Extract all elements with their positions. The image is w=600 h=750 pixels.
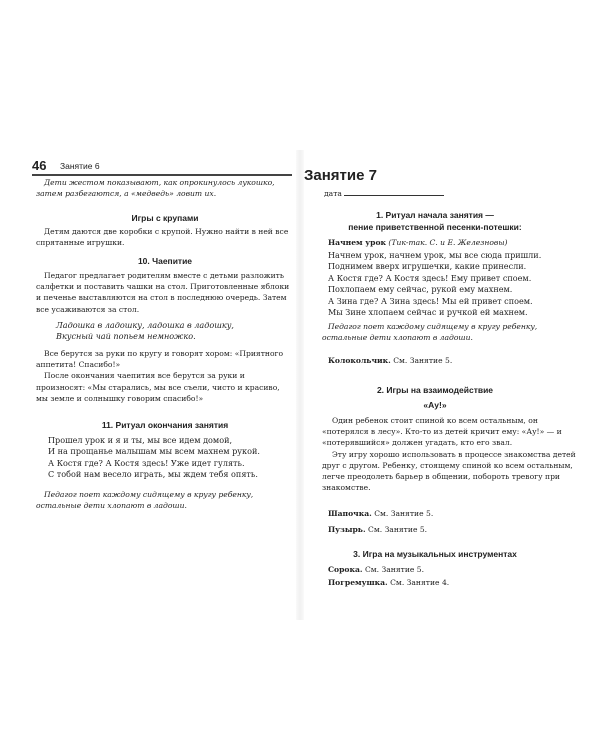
verse-line: Мы Зине хлопаем сейчас и ручкой ей махнем.: [328, 307, 528, 318]
game-title: «Ау!»: [423, 400, 447, 410]
page-number: 46: [32, 158, 47, 173]
verse-line: Ладошка в ладошку, ладошка в ладошку,: [56, 320, 234, 330]
reference-text: См. Занятие 5.: [390, 356, 453, 365]
note: Педагог поет каждому сидящему в кругу ребенку, остальные дети хлопают в ладоши.: [36, 490, 254, 511]
reference: [328, 577, 578, 588]
song-source: (Тик-так. С. и Е. Железновы): [386, 238, 508, 247]
verse-line: Начнем урок, начнем урок, мы все сюда пришли.: [328, 250, 542, 260]
paragraph: Все берутся за руки по кругу и говорят хором: «Приятного аппетита! Спасибо!»: [36, 349, 284, 370]
section-title: 2. Игры на взаимодействие: [376, 385, 494, 395]
verse-line: А Костя где? А Костя здесь! Уже идет гулять.: [48, 457, 245, 468]
section-title: 10. Чаепитие: [137, 256, 193, 266]
reference-text: См. Занятие 5.: [365, 525, 428, 534]
right-page: [300, 0, 600, 750]
reference-title: Пузырь.: [328, 525, 366, 534]
verse-line: А Зина где? А Зина здесь! Мы ей привет споем.: [328, 295, 533, 306]
date-line: [344, 186, 444, 196]
section-paragraph: Педагог предлагает родителям вместе с детьми разложить салфетки и поставить чашки на стол. Приготовленные яблоки и печенье выставляются на стол в последнюю очередь. Затем все усаживаются за стол.: [36, 271, 290, 314]
section-paragraph: [36, 348, 294, 404]
section-paragraph: Детям даются две коробки с крупой. Нужно найти в ней все спрятанные игрушки.: [36, 227, 289, 248]
section-title: 3. Игра на музыкальных инструментах: [353, 549, 517, 559]
lesson-title: Занятие 7: [304, 167, 377, 184]
reference-title: Погремушка.: [328, 578, 388, 587]
reference-title: Сорока.: [328, 565, 363, 574]
reference: [328, 508, 578, 519]
reference-text: См. Занятие 5.: [371, 509, 434, 518]
reference: [328, 564, 578, 575]
reference-title: Шапочка.: [328, 509, 372, 518]
intro-paragraph: Дети жестом показывают, как опрокинулось лукошко, затем разбегаются, а «медведь» ловит их.: [36, 178, 275, 199]
verse: [328, 250, 590, 318]
section-paragraphs: [322, 415, 584, 493]
title-line: 1. Ритуал начала занятия —: [376, 210, 494, 220]
paragraph: После окончания чаепития все берутся за руки и произносят: «Мы старались, мы все съели, чисто и красиво, мы земле и солнышку говорим спасибо!»: [36, 371, 280, 403]
verse-line: Поднимем вверх игрушечки, какие принесли.: [328, 261, 527, 272]
note: Педагог поет каждому сидящему в кругу ребенку, остальные дети хлопают в ладоши.: [322, 322, 538, 343]
verse-line: Вкусный чай попьем немножко.: [56, 331, 196, 342]
paragraph: Один ребенок стоит спиной ко всем остальным, он «потерялся в лесу». Кто-то из детей кричит ему: «Ау!» — и «потерявшийся» должен угадать, кто его звал.: [322, 416, 562, 448]
title-line: пение приветственной песенки-потешки:: [348, 222, 522, 232]
verse-line: А Костя где? А Костя здесь! Ему привет споем.: [328, 272, 532, 283]
reference-text: См. Занятие 4.: [387, 578, 450, 587]
reference: [328, 524, 578, 535]
date-label: дата: [324, 189, 342, 198]
date-field: [324, 186, 524, 199]
section-title: [304, 209, 566, 233]
paragraph: Эту игру хорошо использовать в процессе знакомства детей друг с другом. Ребенку, стоящему спиной ко всем остальным, легче преодолеть барьер в общении, побороть тревогу при знакомстве.: [322, 449, 576, 493]
verse-line: Похлопаем ему сейчас, рукой ему махнем.: [328, 284, 513, 295]
section-title: Игры с крупами: [131, 213, 199, 223]
verse-line: С тобой нам весело играть, мы ждем тебя опять.: [48, 469, 258, 480]
verse-line: И на прощанье малышам мы всем махнем рукой.: [48, 446, 260, 457]
reference-text: См. Занятие 5.: [362, 565, 425, 574]
verse: [56, 320, 294, 343]
reference-title: Колокольчик.: [328, 356, 391, 365]
song-subtitle: [328, 237, 578, 248]
reference: [328, 355, 578, 366]
header-rule: [32, 174, 292, 176]
running-title: Занятие 6: [60, 161, 100, 171]
song-name: Начнем урок: [328, 238, 387, 247]
section-title: 11. Ритуал окончания занятия: [101, 420, 229, 430]
verse: [48, 435, 294, 481]
verse-line: Прошел урок и я и ты, мы все идем домой,: [48, 435, 233, 445]
